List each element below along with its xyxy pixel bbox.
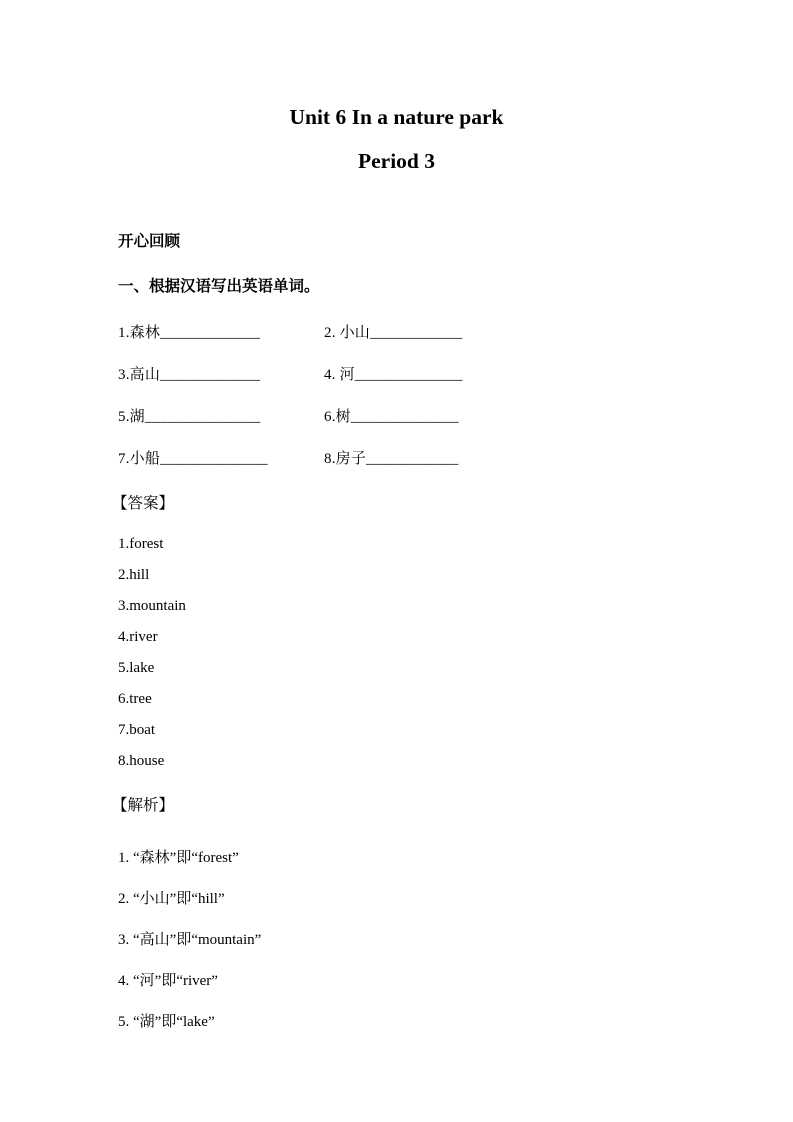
- exercise-item-7: 7.小船______________: [118, 451, 268, 467]
- analysis-line-1: 1. “森林”即“forest”: [118, 850, 239, 866]
- document-title-line1: Unit 6 In a nature park: [289, 105, 504, 129]
- analysis-line-5: 5. “湖”即“lake”: [118, 1014, 215, 1030]
- exercise-item-8: 8.房子____________: [324, 451, 459, 467]
- analysis-line-4: 4. “河”即“river”: [118, 973, 218, 989]
- exercise-instruction: 一、根据汉语写出英语单词。: [118, 278, 320, 295]
- exercise-items-grid: [118, 325, 675, 468]
- section-heading-review: 开心回顾: [118, 233, 181, 250]
- exercise-item-3: 3.高山_____________: [118, 367, 261, 383]
- analysis-heading: 【解析】: [112, 797, 175, 814]
- answers-list: [118, 536, 675, 770]
- answer-line-2: 2.hill: [118, 567, 150, 583]
- answer-line-3: 3.mountain: [118, 598, 186, 614]
- analysis-list: [118, 850, 675, 1031]
- exercise-item-1: 1.森林_____________: [118, 325, 261, 341]
- answers-heading: 【答案】: [112, 495, 175, 512]
- answer-line-7: 7.boat: [118, 722, 156, 738]
- analysis-line-2: 2. “小山”即“hill”: [118, 891, 225, 907]
- answer-line-6: 6.tree: [118, 691, 152, 707]
- answer-line-8: 8.house: [118, 753, 165, 769]
- exercise-item-4: 4. 河______________: [324, 367, 463, 383]
- answer-line-1: 1.forest: [118, 536, 164, 552]
- exercise-item-2: 2. 小山____________: [324, 325, 463, 341]
- exercise-item-6: 6.树______________: [324, 409, 459, 425]
- answer-line-5: 5.lake: [118, 660, 155, 676]
- answer-line-4: 4.river: [118, 629, 158, 645]
- analysis-line-3: 3. “高山”即“mountain”: [118, 932, 262, 948]
- exercise-item-5: 5.湖_______________: [118, 409, 261, 425]
- document-title-line2: Period 3: [357, 149, 436, 173]
